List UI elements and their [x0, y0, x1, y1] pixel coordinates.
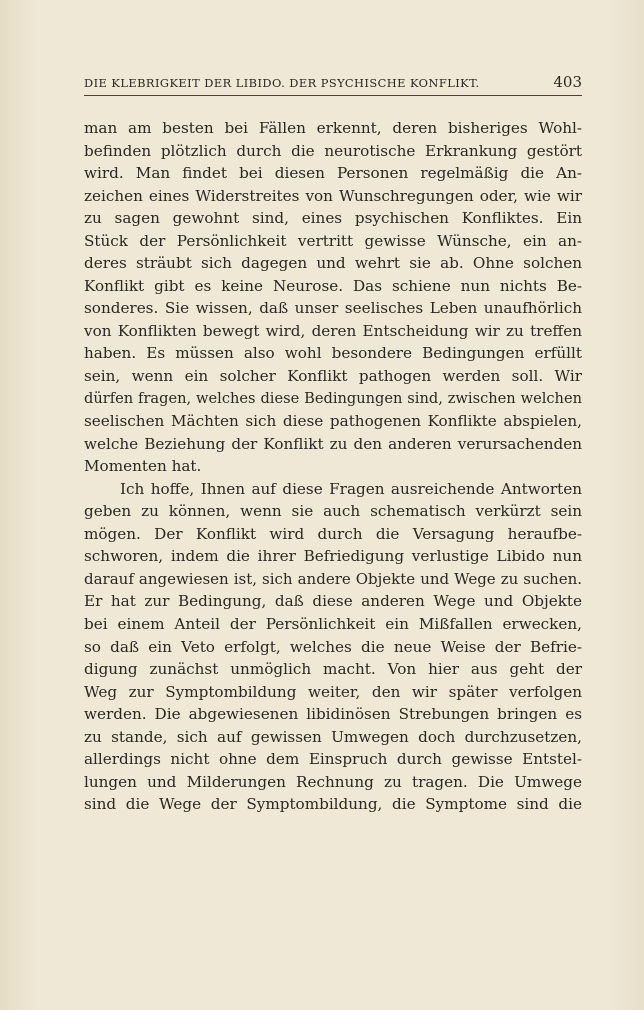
text-line: seelischen Mächten sich diese pathogenen Konflikte abspielen,: [84, 412, 582, 431]
text-line: Er hat zur Bedingung, daß diese anderen Wege und Objekte: [84, 592, 582, 611]
text-line: man am besten bei Fällen erkennt, deren bisheriges Wohl-: [84, 119, 582, 137]
text-line: zu sagen gewohnt sind, eines psychischen Konfliktes. Ein: [84, 209, 582, 228]
text-line: wird. Man findet bei diesen Personen regelmäßig die An-: [84, 164, 582, 183]
text-line: geben zu können, wenn sie auch schematisch verkürzt sein: [84, 502, 582, 521]
text-line: Konflikt gibt es keine Neurose. Das schiene nun nichts Be-: [84, 276, 582, 295]
paragraph-end-line: Momenten hat.: [84, 457, 202, 476]
text-line: zu stande, sich auf gewissen Umwegen doch durchzusetzen,: [84, 727, 582, 746]
text-line: dürfen fragen, welches diese Bedingungen sind, zwischen welchen: [84, 389, 582, 407]
text-line: von Konflikten bewegt wird, deren Entscheidung wir zu treffen: [84, 321, 582, 340]
text-line: schworen, indem die ihrer Befriedigung verlustige Libido nun: [84, 547, 582, 566]
text-line: Stück der Persönlichkeit vertritt gewisse Wünsche, ein an-: [84, 231, 582, 250]
text-line: darauf angewiesen ist, sich andere Objekte und Wege zu suchen.: [84, 569, 582, 588]
text-line: bei einem Anteil der Persönlichkeit ein Mißfallen erwecken,: [84, 615, 582, 634]
text-line: deres sträubt sich dagegen und wehrt sie ab. Ohne solchen: [84, 254, 582, 273]
text-line: werden. Die abgewiesenen libidinösen Strebungen bringen es: [84, 705, 582, 724]
body-text: [84, 117, 582, 816]
text-line: Weg zur Symptombildung weiter, den wir später verfolgen: [84, 682, 582, 701]
page-number: 403: [553, 73, 582, 91]
text-line: befinden plötzlich durch die neurotische Erkrankung gestört: [84, 141, 582, 160]
text-line: so daß ein Veto erfolgt, welches die neue Weise der Befrie-: [84, 637, 582, 656]
text-line: sonderes. Sie wissen, daß unser seelisches Leben unaufhörlich: [84, 299, 582, 318]
running-title: DIE KLEBRIGKEIT DER LIBIDO. DER PSYCHISCHE KONFLIKT.: [84, 76, 480, 90]
text-line: digung zunächst unmöglich macht. Von hier aus geht der: [84, 660, 582, 679]
text-line: allerdings nicht ohne dem Einspruch durch gewisse Entstel-: [84, 750, 582, 769]
text-line: lungen und Milderungen Rechnung zu tragen. Die Umwege: [84, 772, 582, 791]
text-line: sein, wenn ein solcher Konflikt pathogen werden soll. Wir: [84, 367, 582, 386]
text-line: mögen. Der Konflikt wird durch die Versagung heraufbe-: [84, 524, 582, 543]
text-line: sind die Wege der Symptombildung, die Symptome sind die: [84, 795, 582, 814]
running-header: [84, 73, 582, 91]
text-line: zeichen eines Widerstreites von Wunschregungen oder, wie wir: [84, 186, 582, 205]
text-line: welche Beziehung der Konflikt zu den anderen verursachenden: [84, 434, 582, 453]
text-line: haben. Es müssen also wohl besondere Bedingungen erfüllt: [84, 344, 582, 363]
paragraph-first-line: Ich hoffe, Ihnen auf diese Fragen ausreichende Antworten: [120, 479, 582, 498]
header-rule: [84, 95, 582, 96]
